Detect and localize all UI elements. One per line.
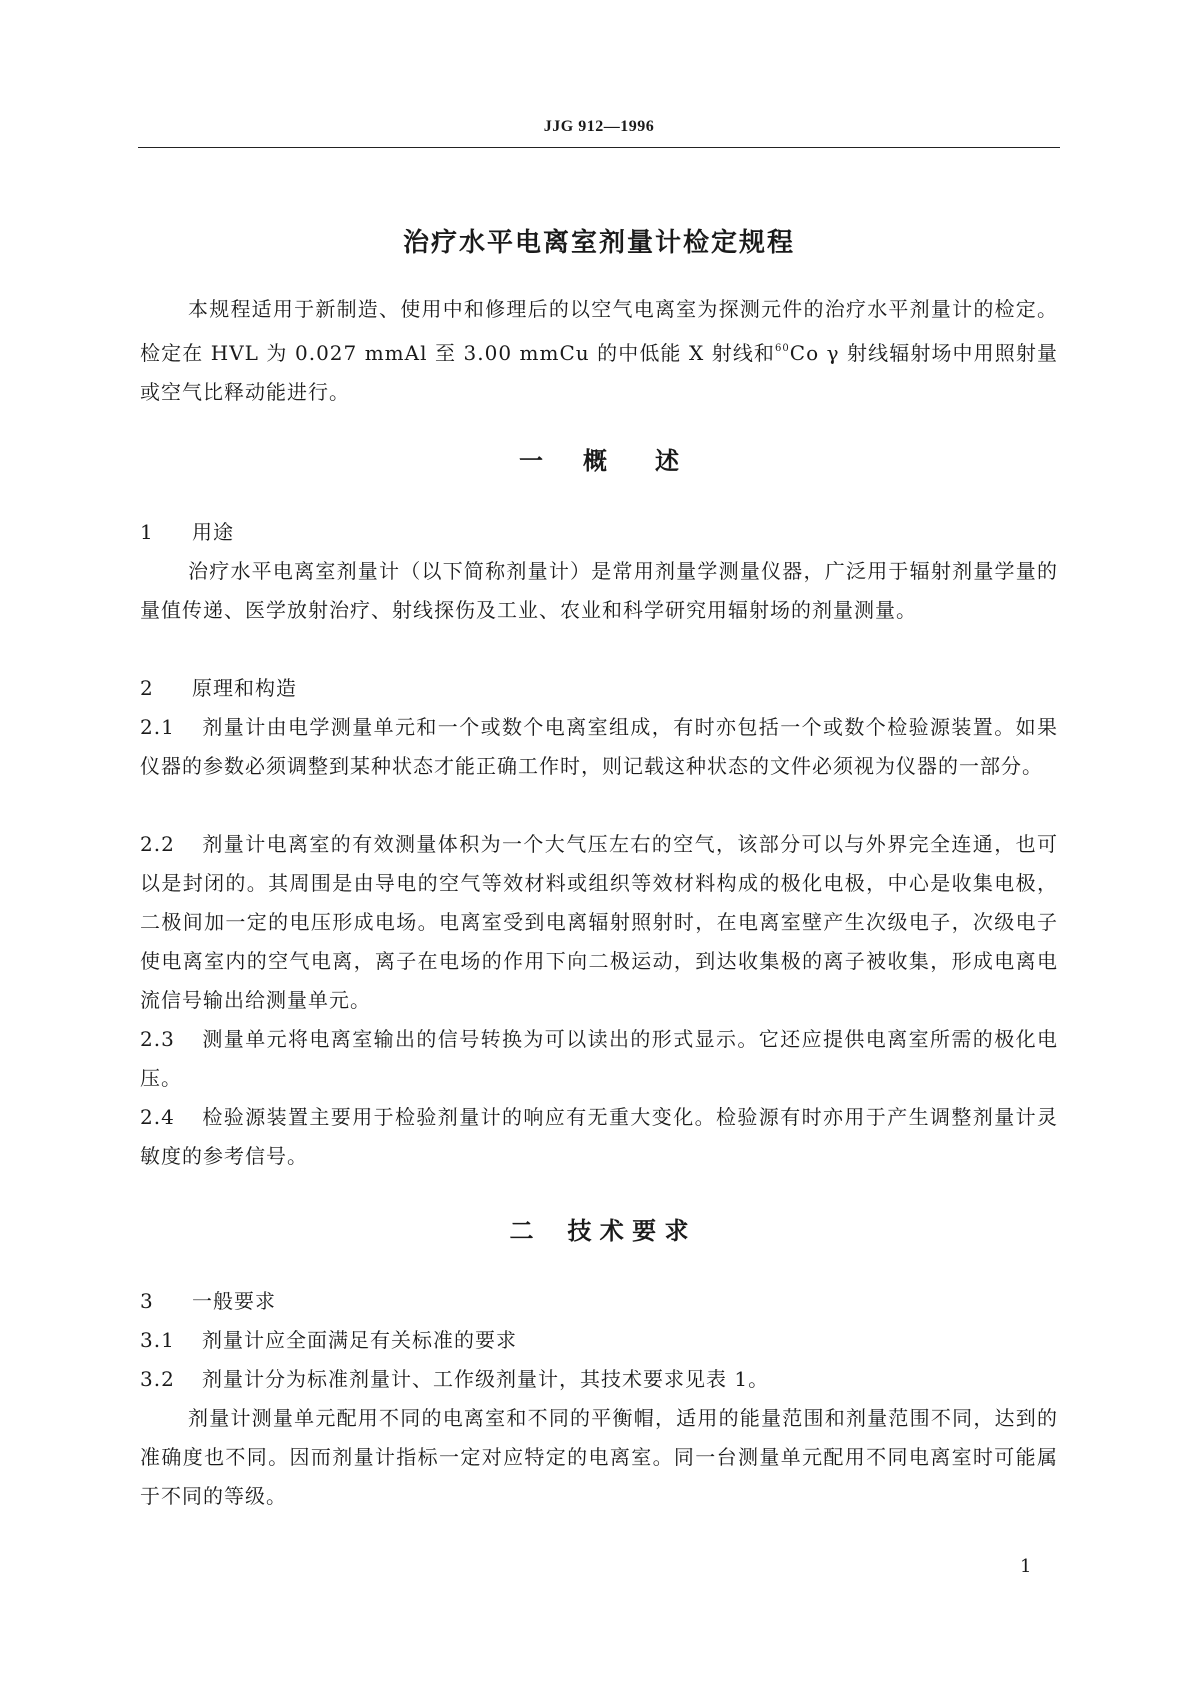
section-2-number: 二	[509, 1217, 534, 1245]
header-rule	[138, 147, 1060, 148]
clause-3-1	[140, 1321, 1058, 1360]
clause-2-number: 2	[140, 676, 154, 700]
document-title: 治疗水平电离室剂量计检定规程	[402, 228, 795, 258]
clause-2-2	[140, 825, 1058, 1020]
clause-2-4	[140, 1098, 1058, 1176]
intro-superscript: 60	[775, 343, 790, 354]
intro-paragraph	[140, 290, 1058, 412]
clause-3-1-text: 剂量计应全面满足有关标准的要求	[202, 1328, 517, 1352]
clause-1-heading	[140, 513, 1058, 552]
section-2-title: 技 术 要 求	[567, 1217, 689, 1245]
clause-3-1-number: 3.1	[140, 1328, 175, 1352]
clause-2-3-text: 测量单元将电离室输出的信号转换为可以读出的形式显示。它还应提供电离室所需的极化电压。	[140, 1027, 1058, 1090]
clause-2-2-text: 剂量计电离室的有效测量体积为一个大气压左右的空气，该部分可以与外界完全连通，也可以是封闭的。其周围是由导电的空气等效材料或组织等效材料构成的极化电极，中心是收集电极，二极间加一定的电压形成电场。电离室受到电离辐射照射时，在电离室壁产生次级电子，次级电子使电离室内的空气电离，离子在电场的作用下向二极运动，到达收集极的离子被收集，形成电离电流信号输出给测量单元。	[140, 832, 1058, 1012]
intro-text-pre: 本规程适用于新制造、使用中和修理后的以空气电离室为探测元件的治疗水平剂量计的检定。检定在 HVL 为 0.027 mmAl 至 3.00 mmCu 的中低能 X 射线和	[140, 297, 1058, 365]
section-heading-1	[140, 441, 1058, 476]
clause-2-2-number: 2.2	[140, 832, 175, 856]
header-standard-code: JJG 912—1996	[543, 118, 655, 135]
section-1-number: 一	[519, 447, 543, 475]
clause-2-1	[140, 708, 1058, 786]
clause-2-3-number: 2.3	[140, 1027, 175, 1051]
clause-2-title: 原理和构造	[192, 676, 297, 700]
clause-1-title: 用途	[192, 520, 234, 544]
clause-2-4-text: 检验源装置主要用于检验剂量计的响应有无重大变化。检验源有时亦用于产生调整剂量计灵敏度的参考信号。	[140, 1105, 1058, 1168]
clause-3-heading	[140, 1282, 1058, 1321]
clause-2-heading	[140, 669, 1058, 708]
section-heading-2	[140, 1211, 1058, 1246]
clause-1-text: 治疗水平电离室剂量计（以下简称剂量计）是常用剂量学测量仪器，广泛用于辐射剂量学量的量值传递、医学放射治疗、射线探伤及工业、农业和科学研究用辐射场的剂量测量。	[140, 559, 1058, 622]
clause-3-title: 一般要求	[192, 1289, 276, 1313]
page-number: 1	[1020, 1556, 1032, 1577]
clause-3-2-text: 剂量计分为标准剂量计、工作级剂量计，其技术要求见表 1。	[202, 1367, 770, 1391]
intro-text-post: Co γ 射线辐射场中用照射量或空气比释动能进行。	[140, 341, 1058, 404]
clause-3-number: 3	[140, 1289, 154, 1313]
section-1-title: 概 述	[583, 447, 679, 475]
clause-2-3	[140, 1020, 1058, 1098]
clause-3-2	[140, 1360, 1058, 1399]
clause-2-1-number: 2.1	[140, 715, 175, 739]
clause-3-2-paragraph: 剂量计测量单元配用不同的电离室和不同的平衡帽，适用的能量范围和剂量范围不同，达到的准确度也不同。因而剂量计指标一定对应特定的电离室。同一台测量单元配用不同电离室时可能属于不同的等级。	[140, 1406, 1058, 1508]
clause-2-4-number: 2.4	[140, 1105, 175, 1129]
clause-3-2-number: 3.2	[140, 1367, 175, 1391]
clause-1-number: 1	[140, 520, 154, 544]
clause-2-1-text: 剂量计由电学测量单元和一个或数个电离室组成，有时亦包括一个或数个检验源装置。如果仪器的参数必须调整到某种状态才能正确工作时，则记载这种状态的文件必须视为仪器的一部分。	[140, 715, 1058, 778]
